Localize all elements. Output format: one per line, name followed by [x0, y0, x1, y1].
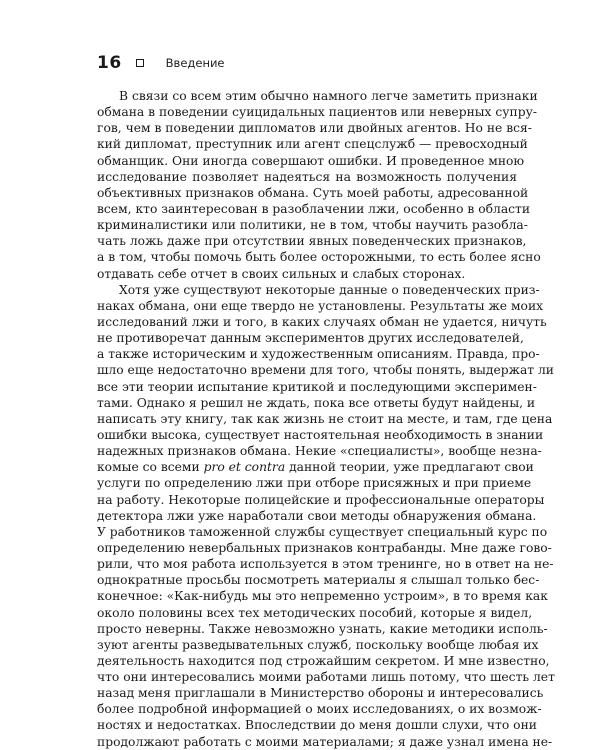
- text-line: около половины всех тех методических пособий, которые я видел,: [97, 605, 533, 620]
- text-line: деятельность находится под строжайшим секретом. И мне известно,: [97, 653, 550, 668]
- text-line: обмана в поведении суицидальных пациентов или неверных супру-: [97, 105, 537, 120]
- text-line: более подробной информацией о моих исследованиях, о их возмож-: [97, 702, 542, 717]
- text-line: на работу. Некоторые полицейские и профессиональные операторы: [97, 492, 545, 507]
- text-line: криминалистики или политики, не в том, чтобы научить разоблa-: [97, 218, 528, 233]
- text-line: исследований лжи и того, в каких случаях обман не удается, ничуть: [97, 314, 547, 329]
- text-line: В связи со всем этим обычно намного легче заметить признаки: [119, 89, 538, 103]
- text-line: что они интересовались моими работами лишь потому, что шесть лет: [97, 670, 555, 685]
- italic-phrase: pro et contra: [203, 460, 286, 475]
- text-line: шло еще недостаточно времени для того, чтобы понять, выдержат ли: [97, 363, 554, 378]
- section-title: Введение: [165, 56, 225, 70]
- paragraph-2: [97, 282, 555, 750]
- square-bullet-icon: [136, 59, 144, 67]
- text-line: детектора лжи уже наработали свои методы обнаружения обмана.: [97, 508, 537, 523]
- text-line: зуют агенты разведывательных служб, поскольку вообще любая их: [97, 637, 539, 652]
- text-line: Хотя уже существуют некоторые данные о поведенческих приз-: [119, 282, 540, 297]
- text-line: отдавать себе отчет в своих сильных и слабых сторонах.: [97, 266, 466, 281]
- text-line-italic: [97, 459, 534, 475]
- text-line: гов, чем в поведении дипломатов или двойных агентов. Но не вся-: [97, 121, 532, 136]
- text-line: просто неверны. Также невозможно узнать, какие методики исполь-: [97, 621, 548, 636]
- text-line: а в том, чтобы помочь быть более осторожными, то есть более ясно: [97, 250, 541, 265]
- text-line: обманщик. Они иногда совершают ошибки. И проведенное мною: [97, 153, 525, 168]
- text-line: надежных признаков обмана. Некие «специалисты», вообще незна-: [97, 444, 542, 459]
- text-line: всем, кто заинтересован в разоблачении лжи, особенно в области: [97, 201, 531, 216]
- text-line: услуги по определению лжи при отборе присяжных и при приеме: [97, 476, 532, 491]
- text-line: конечное: «Как-нибудь мы это непременно устроим», в то время как: [97, 589, 548, 604]
- text-line: назад меня приглашали в Министерство обороны и интересовались: [97, 686, 544, 701]
- page-number: 16: [97, 53, 122, 73]
- text-line: написать эту книгу, так как жизнь не стоит на месте, и там, где цена: [97, 411, 553, 426]
- text-line: тами. Однако я решил не ждать, пока все ответы будут найдены, и: [97, 395, 536, 410]
- text-line: наках обмана, они еще твердо не установлены. Результаты же моих: [97, 298, 544, 313]
- paragraph-1: [97, 88, 541, 282]
- text-line: не противоречат данным экспериментов других исследователей,: [97, 331, 524, 346]
- book-page: [97, 52, 555, 750]
- text-line: все эти теории испытание критикой и последующими эксперимен-: [97, 379, 537, 394]
- running-head: [97, 52, 517, 74]
- text-segment: данной теории, уже предлагают свои: [285, 460, 534, 475]
- text-line: У работников таможенной службы существует специальный курс по: [97, 524, 548, 539]
- text-line: продолжают работать с моими материалами; я даже узнал имена не-: [97, 734, 553, 749]
- text-line: ошибки высока, существует настоятельная необходимость в знании: [97, 427, 544, 442]
- text-line: объективных признаков обмана. Суть моей работы, адресованной: [97, 185, 529, 200]
- text-segment: комые со всеми: [97, 460, 204, 475]
- text-line: исследование позволяет надеяться на возможность получения: [97, 169, 517, 184]
- text-line: а также историческим и художественным описаниям. Правда, про-: [97, 347, 540, 362]
- text-line: ностях и недостатках. Впоследствии до меня дошли слухи, что они: [97, 718, 537, 733]
- text-line: однократные просьбы посмотреть материалы я слышал только бес-: [97, 573, 540, 588]
- text-line: кий дипломат, преступник или агент спецслужб — превосходный: [97, 137, 528, 152]
- text-line: чать ложь даже при отсутствии явных поведенческих признаков,: [97, 234, 527, 249]
- text-line: рили, что моя работа используется в этом тренинге, но в ответ на не-: [97, 557, 554, 572]
- text-line: определению невербальных признаков контрабанды. Мне даже гово-: [97, 540, 552, 555]
- body-text: [97, 88, 555, 750]
